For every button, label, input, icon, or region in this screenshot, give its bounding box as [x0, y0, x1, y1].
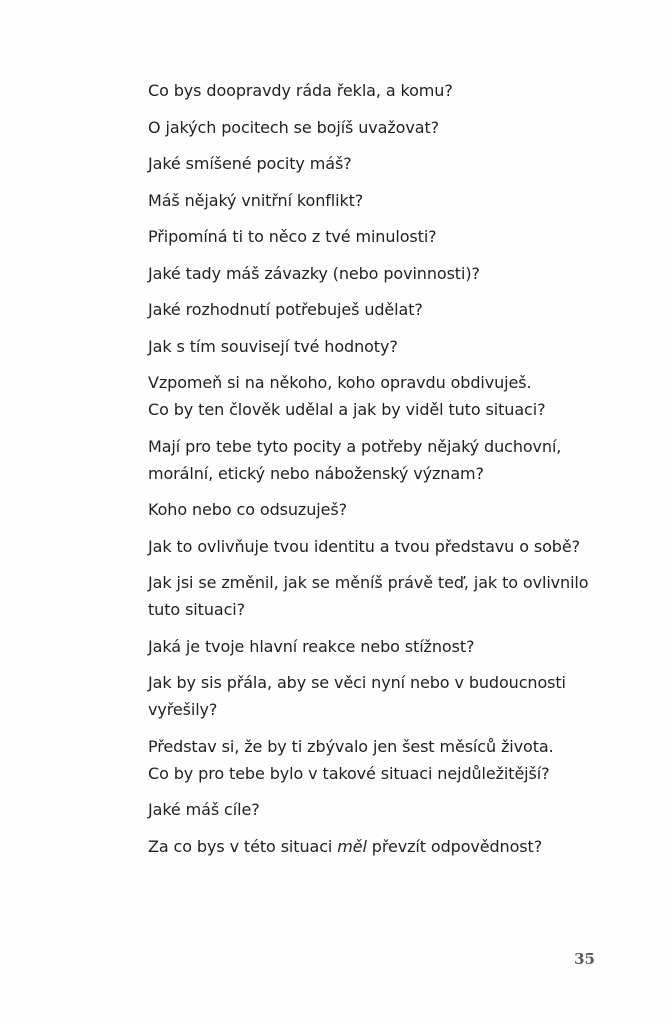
question-line: O jakých pocitech se bojíš uvažovat? [148, 117, 440, 137]
question-line: vyřešily? [148, 700, 218, 719]
question-text-after-emphasis: převzít odpovědnost? [366, 836, 543, 856]
question-line: morální, etický nebo náboženský význam? [148, 463, 484, 483]
question-item [148, 796, 618, 823]
question-line: Máš nějaký vnitřní konflikt? [148, 190, 364, 210]
question-line: tuto situaci? [148, 600, 245, 619]
question-item [148, 187, 618, 214]
question-item [148, 496, 618, 523]
question-text-before-emphasis: Za co bys v této situaci [148, 836, 338, 856]
question-line: Co bys doopravdy ráda řekla, a komu? [148, 81, 453, 100]
question-line: Mají pro tebe tyto pocity a potřeby nějaký duchovní, [148, 436, 562, 456]
question-line: Jak to ovlivňuje tvou identitu a tvou představu o sobě? [148, 536, 580, 556]
question-item [148, 150, 618, 177]
question-item [148, 669, 618, 723]
question-line: Představ si, že by ti zbývalo jen šest měsíců života. [148, 736, 554, 756]
question-item [148, 77, 618, 104]
question-item [148, 533, 618, 560]
question-item [148, 569, 618, 623]
question-list [148, 77, 618, 869]
question-item [148, 633, 618, 660]
question-line: Jaké tady máš závazky (nebo povinnosti)? [148, 263, 480, 283]
question-item [148, 114, 618, 141]
emphasized-word: měl [337, 836, 367, 856]
question-line: Jak by sis přála, aby se věci nyní nebo v budoucnosti [148, 673, 566, 692]
question-item [148, 223, 618, 250]
question-line: Jaká je tvoje hlavní reakce nebo stížnost? [148, 636, 475, 656]
question-item [148, 333, 618, 360]
question-line: Jaké rozhodnutí potřebuješ udělat? [148, 300, 423, 319]
question-line: Jaké smíšené pocity máš? [148, 154, 352, 173]
question-item-last [148, 833, 618, 860]
question-line: Koho nebo co odsuzuješ? [148, 500, 347, 519]
question-line: Jak s tím souvisejí tvé hodnoty? [148, 336, 398, 356]
question-line [148, 833, 618, 860]
question-line: Připomíná ti to něco z tvé minulosti? [148, 227, 437, 246]
question-line: Vzpomeň si na někoho, koho opravdu obdivuješ. [148, 373, 532, 392]
question-line: Co by ten člověk udělal a jak by viděl tuto situaci? [148, 400, 546, 419]
question-item [148, 369, 618, 423]
question-line: Co by pro tebe bylo v takové situaci nejdůležitější? [148, 763, 550, 783]
question-item [148, 260, 618, 287]
question-line: Jaké máš cíle? [148, 800, 260, 819]
question-item [148, 296, 618, 323]
question-item [148, 733, 618, 787]
question-item [148, 433, 618, 487]
question-line: Jak jsi se změnil, jak se měníš právě teď, jak to ovlivnilo [148, 573, 589, 592]
page-number: 35 [574, 950, 595, 968]
